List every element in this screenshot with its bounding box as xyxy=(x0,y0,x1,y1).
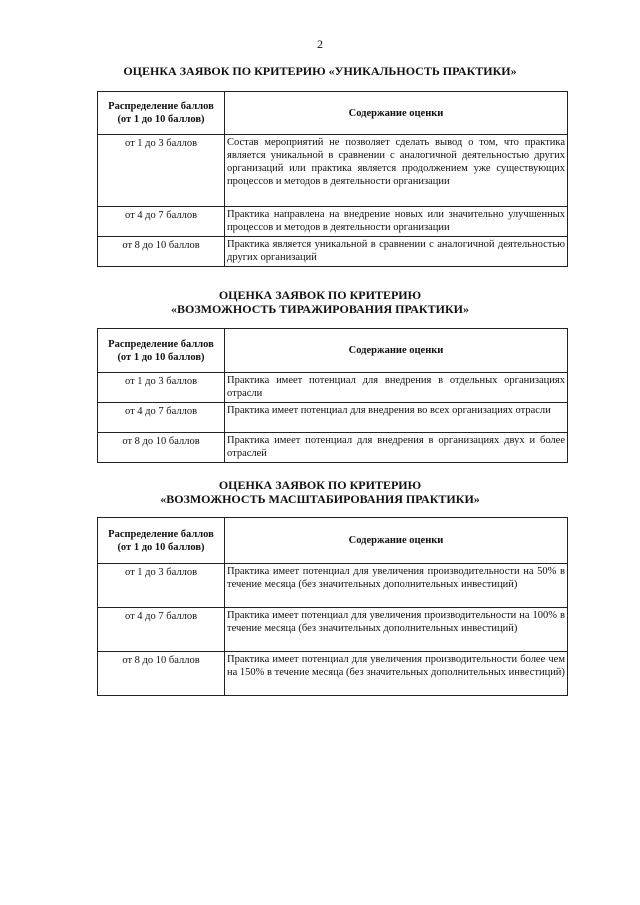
table-row xyxy=(98,403,568,433)
section-scaling xyxy=(0,478,640,506)
scaling-table xyxy=(97,517,568,696)
score-description: Практика имеет потенциал для увеличения производительности на 100% в течение месяца (без значительных дополнительных инвестиций) xyxy=(225,608,568,652)
score-range: от 8 до 10 баллов xyxy=(98,652,225,696)
score-description: Практика имеет потенциал для внедрения во всех организациях отрасли xyxy=(225,403,568,433)
table-row xyxy=(98,608,568,652)
score-description: Практика имеет потенциал для внедрения в отдельных организациях отрасли xyxy=(225,373,568,403)
table-row xyxy=(98,433,568,463)
content-header: Содержание оценки xyxy=(225,92,568,135)
table-header-row xyxy=(98,518,568,564)
score-range: от 1 до 3 баллов xyxy=(98,564,225,608)
section-title-line: ОЦЕНКА ЗАЯВОК ПО КРИТЕРИЮ xyxy=(218,478,422,492)
table-row xyxy=(98,564,568,608)
score-range: от 8 до 10 баллов xyxy=(98,433,225,463)
score-description: Практика является уникальной в сравнении с аналогичной деятельностью других организаций xyxy=(225,237,568,267)
section-uniqueness xyxy=(0,64,640,78)
content-header: Содержание оценки xyxy=(225,518,568,564)
section-title xyxy=(0,478,640,506)
table-header-row xyxy=(98,329,568,373)
section-title xyxy=(0,288,640,316)
section-title-line: «ВОЗМОЖНОСТЬ ТИРАЖИРОВАНИЯ ПРАКТИКИ» xyxy=(170,302,470,316)
content-header: Содержание оценки xyxy=(225,329,568,373)
score-description: Практика имеет потенциал для увеличения производительности на 50% в течение месяца (без значительных дополнительных инвестиций) xyxy=(225,564,568,608)
score-description: Практика имеет потенциал для увеличения производительности более чем на 150% в течение месяца (без значительных дополнительных инвестиций) xyxy=(225,652,568,696)
score-range: от 4 до 7 баллов xyxy=(98,207,225,237)
section-title-line: ОЦЕНКА ЗАЯВОК ПО КРИТЕРИЮ xyxy=(218,288,422,302)
table-row xyxy=(98,135,568,207)
score-range: от 1 до 3 баллов xyxy=(98,135,225,207)
page-number: 2 xyxy=(317,37,323,51)
range-header: Распределение баллов (от 1 до 10 баллов) xyxy=(98,518,225,564)
table-header-row xyxy=(98,92,568,135)
table-row xyxy=(98,207,568,237)
score-range: от 4 до 7 баллов xyxy=(98,403,225,433)
range-header: Распределение баллов (от 1 до 10 баллов) xyxy=(98,329,225,373)
score-description: Практика имеет потенциал для внедрения в организациях двух и более отраслей xyxy=(225,433,568,463)
section-replication xyxy=(0,288,640,316)
score-range: от 1 до 3 баллов xyxy=(98,373,225,403)
score-description: Практика направлена на внедрение новых или значительно улучшенных процессов и методов в деятельности организации xyxy=(225,207,568,237)
table-row xyxy=(98,237,568,267)
score-range: от 8 до 10 баллов xyxy=(98,237,225,267)
uniqueness-table xyxy=(97,91,568,267)
table-row xyxy=(98,373,568,403)
score-description: Состав мероприятий не позволяет сделать вывод о том, что практика является уникальной в сравнении с аналогичной деятельностью других организаций или практика является продолжением уже существующих процессов и методов в деятельности организации xyxy=(225,135,568,207)
replication-table xyxy=(97,328,568,463)
section-title xyxy=(0,64,640,78)
score-range: от 4 до 7 баллов xyxy=(98,608,225,652)
section-title-line: ОЦЕНКА ЗАЯВОК ПО КРИТЕРИЮ «УНИКАЛЬНОСТЬ ПРАКТИКИ» xyxy=(123,64,517,78)
table-row xyxy=(98,652,568,696)
range-header: Распределение баллов (от 1 до 10 баллов) xyxy=(98,92,225,135)
section-title-line: «ВОЗМОЖНОСТЬ МАСШТАБИРОВАНИЯ ПРАКТИКИ» xyxy=(160,492,480,506)
